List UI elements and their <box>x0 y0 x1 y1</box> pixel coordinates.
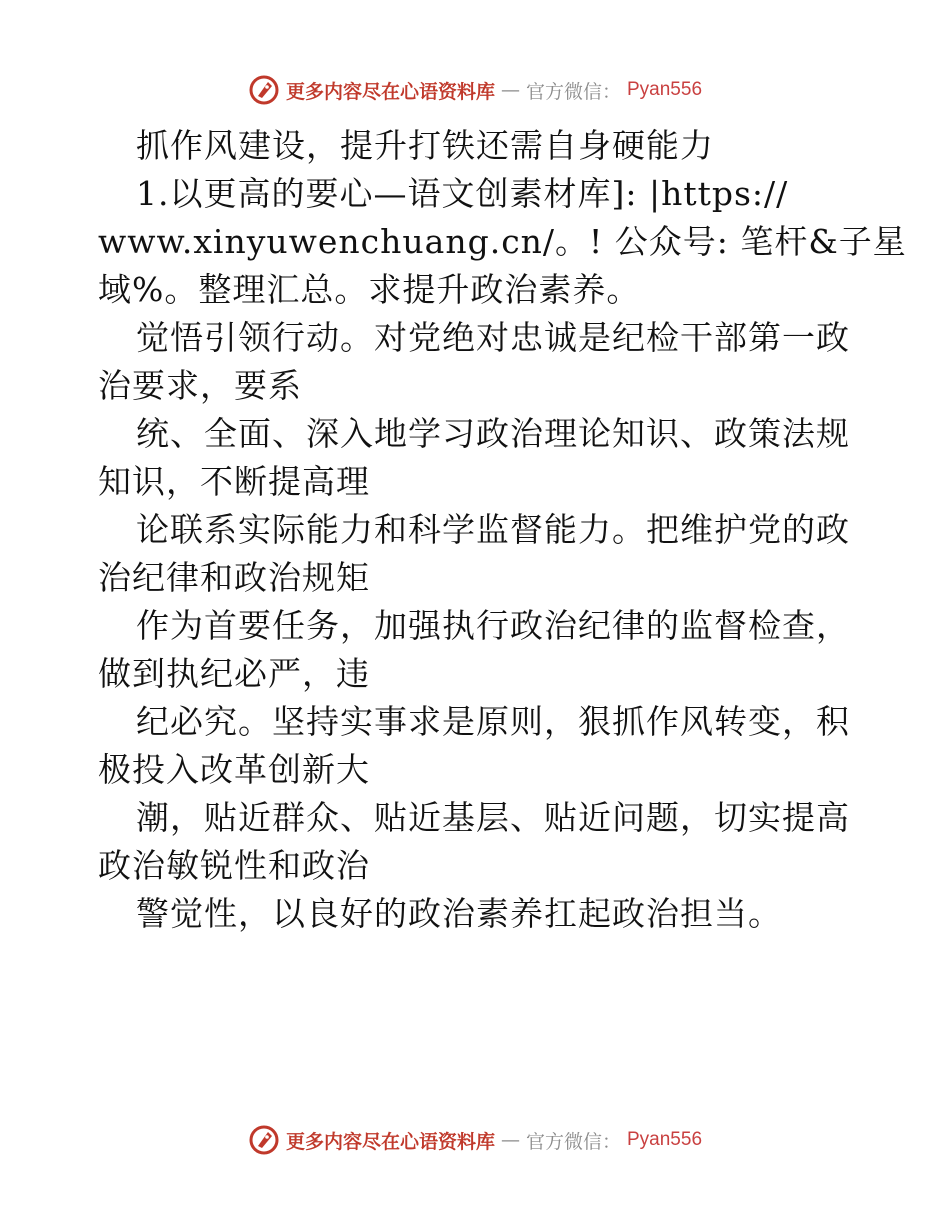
paragraph-line: 治要求，要系 <box>98 366 302 405</box>
footer-watermark <box>0 1120 950 1160</box>
watermark-wechat-label: 官方微信： <box>525 1130 621 1153</box>
paragraph-line: 统、全面、深入地学习政治理论知识、政策法规 <box>136 414 850 453</box>
paragraph-line: 1.以更高的要心—语文创素材库]: |https:// <box>136 174 789 213</box>
paragraph-line: 纪必究。坚持实事求是原则，狠抓作风转变，积 <box>136 702 850 741</box>
watermark-wechat-id: Pyan556 <box>627 79 703 100</box>
paragraph-line: 知识，不断提高理 <box>98 462 370 501</box>
watermark-wechat-id: Pyan556 <box>627 1129 703 1150</box>
paragraph-line: 警觉性，以良好的政治素养扛起政治担当。 <box>136 894 782 933</box>
paragraph-line: 极投入改革创新大 <box>98 750 370 789</box>
paragraph-line: 论联系实际能力和科学监督能力。把维护党的政 <box>136 510 850 549</box>
paragraph-line: 域%。整理汇总。求提升政治素养。 <box>98 270 641 309</box>
watermark-brand: 更多内容尽在心语资料库 <box>285 1130 495 1153</box>
watermark-brand: 更多内容尽在心语资料库 <box>285 80 495 103</box>
document-body <box>98 122 907 938</box>
watermark-group <box>248 74 702 106</box>
paragraph-line: www.xinyuwenchuang.cn/。! 公众号: 笔杆&子星 <box>98 222 907 261</box>
paragraph-line: 潮，贴近群众、贴近基层、贴近问题，切实提高 <box>136 798 850 837</box>
paragraph-line: 觉悟引领行动。对党绝对忠诚是纪检干部第一政 <box>136 318 850 357</box>
watermark-dash: — <box>500 1129 520 1151</box>
watermark-group <box>248 1124 702 1156</box>
header-watermark <box>0 70 950 110</box>
paragraph-line: 治纪律和政治规矩 <box>98 558 370 597</box>
paragraph-line: 做到执纪必严，违 <box>98 654 370 693</box>
paragraph-line: 作为首要任务，加强执行政治纪律的监督检查， <box>136 606 850 645</box>
pen-nib-logo-icon <box>248 74 280 106</box>
paragraph-line: 政治敏锐性和政治 <box>98 846 370 885</box>
watermark-wechat-label: 官方微信： <box>525 80 621 103</box>
watermark-dash: — <box>500 79 520 101</box>
paragraph-line: 抓作风建设，提升打铁还需自身硬能力 <box>136 126 714 165</box>
pen-nib-logo-icon <box>248 1124 280 1156</box>
